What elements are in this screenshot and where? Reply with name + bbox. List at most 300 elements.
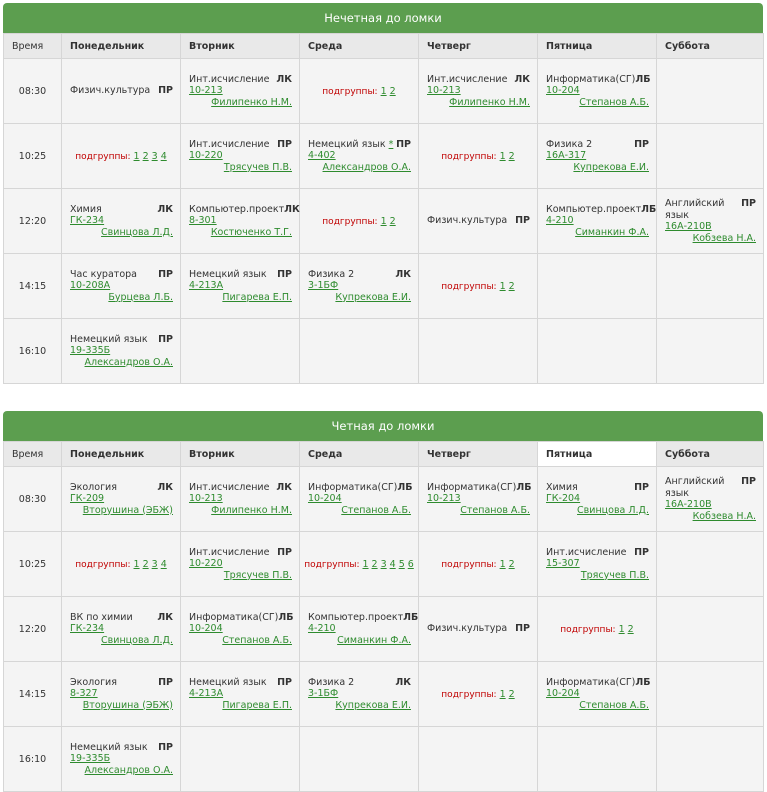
room-link[interactable]: 10-220 (189, 558, 223, 570)
lesson-cell (300, 662, 419, 727)
schedule-row (4, 124, 764, 189)
lesson (181, 74, 299, 109)
time-header: Время (4, 442, 62, 467)
subgroup-link[interactable]: 5 (398, 558, 405, 570)
lesson-type: ПР (277, 268, 292, 280)
subject-text: Химия (546, 481, 578, 493)
subject-name (546, 139, 592, 151)
teacher-link[interactable]: Купрекова Е.И. (573, 161, 649, 173)
lesson (62, 334, 180, 369)
header-row (4, 442, 764, 467)
subject-name (70, 334, 148, 346)
lesson-cell (300, 319, 419, 384)
teacher-link[interactable]: Степанов А.Б. (579, 96, 649, 108)
subject-name (546, 74, 635, 86)
teacher-link[interactable]: Филипенко Н.М. (211, 504, 292, 516)
note-link[interactable]: * (388, 138, 394, 150)
subgroup-link[interactable]: 4 (160, 558, 167, 570)
subject-name (427, 623, 507, 635)
lesson (300, 139, 418, 174)
subgroup-link[interactable]: 2 (371, 558, 378, 570)
subgroup-link[interactable]: 4 (160, 150, 167, 162)
lesson-cell (419, 59, 538, 124)
lesson-type: ПР (396, 138, 411, 150)
room-link[interactable]: 10-204 (189, 623, 223, 635)
subgroup-link[interactable]: 2 (142, 558, 149, 570)
lesson-cell (181, 59, 300, 124)
time-cell: 08:30 (4, 467, 62, 532)
room-link[interactable]: 10-213 (189, 493, 223, 505)
lesson (419, 215, 537, 227)
lesson-cell (62, 662, 181, 727)
lesson-header (189, 482, 292, 494)
subject-text: Физика 2 (308, 268, 355, 280)
subgroups (300, 86, 418, 97)
subgroup-link[interactable]: 1 (499, 688, 506, 700)
lesson-header (427, 482, 530, 494)
subject-text: Немецкий язык (308, 138, 386, 150)
lesson-type: ЛБ (641, 203, 657, 215)
teacher-link[interactable]: Степанов А.Б. (579, 699, 649, 711)
subject-name (70, 742, 148, 754)
lesson-header (308, 677, 411, 689)
subgroup-link[interactable]: 1 (133, 150, 140, 162)
lesson-header (665, 476, 756, 499)
teacher-link[interactable]: Александров О.А. (322, 161, 411, 173)
subgroup-link[interactable]: 1 (499, 150, 506, 162)
subject-text: Экология (70, 481, 117, 493)
teacher-link[interactable]: Трясучев П.В. (223, 569, 292, 581)
room-link[interactable]: 4-210 (546, 215, 574, 227)
subgroup-link[interactable]: 1 (380, 215, 387, 227)
subgroups (419, 281, 537, 292)
lesson-cell (300, 59, 419, 124)
lesson-type: ЛБ (516, 481, 532, 493)
subgroups (419, 151, 537, 162)
day-header: Пятница (538, 34, 657, 59)
room-link[interactable]: 16А-210В (665, 499, 712, 510)
header-row (4, 34, 764, 59)
lesson-type: ПР (515, 623, 530, 635)
lesson-header (189, 269, 292, 281)
lesson (419, 482, 537, 517)
lesson-type: ПР (277, 138, 292, 150)
lesson (419, 623, 537, 635)
subgroup-link[interactable]: 3 (380, 558, 387, 570)
lesson-header (546, 547, 649, 559)
lesson-cell (300, 124, 419, 189)
lesson-cell (181, 597, 300, 662)
lesson-cell (657, 124, 764, 189)
subgroup-link[interactable]: 3 (151, 150, 158, 162)
subject-text: Физич.культура (427, 623, 508, 635)
lesson-header (546, 74, 649, 86)
teacher-link[interactable]: Костюченко Т.Г. (210, 226, 292, 238)
lesson-cell (657, 532, 764, 597)
lesson-cell (538, 189, 657, 254)
subject-text: Немецкий язык (70, 333, 148, 345)
teacher-link[interactable]: Трясучев П.В. (223, 161, 292, 173)
lesson-cell (657, 597, 764, 662)
subject-name (308, 677, 354, 689)
lesson (181, 547, 299, 582)
lesson-type: ПР (158, 676, 173, 688)
subject-text: Информатика(СГ) (427, 481, 517, 493)
room-link[interactable]: 19-335Б (70, 345, 111, 357)
subject-name (308, 139, 393, 151)
lesson-cell (181, 532, 300, 597)
day-header: Суббота (657, 442, 764, 467)
lesson-type: ПР (158, 85, 173, 97)
lesson (300, 482, 418, 517)
odd-week-schedule (3, 3, 763, 384)
even-week-table (3, 441, 764, 792)
room-link[interactable]: 16А-317 (546, 150, 587, 162)
lesson-cell (181, 319, 300, 384)
lesson-type: ЛБ (635, 73, 651, 85)
lesson-cell (657, 319, 764, 384)
subject-text: Инт.исчисление (546, 546, 627, 558)
lesson-cell (538, 124, 657, 189)
lesson-cell (300, 189, 419, 254)
subject-name (427, 482, 516, 494)
lesson-type: ПР (634, 138, 649, 150)
lesson-cell (62, 319, 181, 384)
subgroups (62, 151, 180, 162)
subgroup-link[interactable]: 2 (389, 85, 396, 97)
subject-text: Экология (70, 676, 117, 688)
lesson-cell (657, 189, 764, 254)
teacher-link[interactable]: Кобзева Н.А. (692, 510, 756, 522)
schedule-row (4, 727, 764, 792)
subgroups (300, 559, 418, 570)
lesson-type: ЛБ (635, 676, 651, 688)
subgroups-label: подгруппы: (75, 151, 131, 162)
lesson-header (189, 139, 292, 151)
subgroups (419, 559, 537, 570)
subject-name (189, 547, 269, 559)
subgroup-link[interactable]: 2 (508, 150, 515, 162)
room-link[interactable]: 4-402 (308, 150, 336, 162)
subject-name (189, 482, 269, 494)
lesson-header (665, 198, 756, 221)
lesson (62, 612, 180, 647)
room-link[interactable]: 10-220 (189, 150, 223, 162)
subgroups-label: подгруппы: (75, 559, 131, 570)
lesson-type: ПР (277, 676, 292, 688)
room-link[interactable]: ГК-234 (70, 623, 105, 635)
time-header: Время (4, 34, 62, 59)
lesson-cell (419, 467, 538, 532)
subject-name (70, 482, 117, 494)
schedule-row (4, 597, 764, 662)
lesson-type: ЛБ (397, 481, 413, 493)
teacher-link[interactable]: Купрекова Е.И. (335, 699, 411, 711)
room-link[interactable]: 10-208А (70, 280, 111, 292)
lesson-header (546, 677, 649, 689)
room-link[interactable]: 8-327 (70, 688, 98, 700)
lesson (419, 74, 537, 109)
lesson-header (189, 203, 300, 216)
lesson (62, 742, 180, 777)
subgroup-link[interactable]: 1 (499, 280, 506, 292)
day-header: Четверг (419, 442, 538, 467)
lesson-type: ПР (158, 268, 173, 280)
subject-text: Информатика(СГ) (546, 73, 636, 85)
subgroup-link[interactable]: 6 (407, 558, 414, 570)
lesson-cell (419, 319, 538, 384)
lesson-cell (181, 727, 300, 792)
subject-name (308, 612, 403, 624)
subject-name (189, 677, 267, 689)
subject-name (308, 482, 397, 494)
subject-text: Английский язык (665, 476, 725, 499)
lesson-header (546, 139, 649, 151)
lesson-cell (657, 662, 764, 727)
subject-name (189, 139, 269, 151)
teacher-link[interactable]: Степанов А.Б. (341, 504, 411, 516)
lesson-cell (538, 662, 657, 727)
subject-text: Информатика(СГ) (546, 676, 636, 688)
teacher-link[interactable]: Филипенко Н.М. (449, 96, 530, 108)
subject-name (546, 547, 626, 559)
subgroups (538, 624, 656, 635)
subject-name (189, 269, 267, 281)
subject-text: Немецкий язык (70, 741, 148, 753)
room-link[interactable]: ГК-209 (70, 493, 105, 505)
subgroup-link[interactable]: 2 (508, 280, 515, 292)
lesson-cell (300, 727, 419, 792)
lesson (538, 547, 656, 582)
lesson-cell (538, 59, 657, 124)
lesson-header (546, 482, 649, 494)
lesson-header (308, 482, 411, 494)
lesson-cell (62, 532, 181, 597)
lesson-type: ПР (634, 546, 649, 558)
room-link[interactable]: 4-210 (308, 623, 336, 635)
subject-name (665, 476, 741, 499)
subject-name (546, 482, 578, 494)
teacher-link[interactable]: Свинцова Л.Д. (101, 226, 173, 238)
lesson (538, 677, 656, 712)
subgroups-label: подгруппы: (560, 624, 616, 635)
teacher-link[interactable]: Пигарева Е.П. (222, 291, 292, 303)
room-link[interactable]: 10-213 (189, 85, 223, 97)
lesson-type: ЛК (276, 73, 292, 85)
teacher-link[interactable]: Трясучев П.В. (580, 569, 649, 581)
lesson-cell (419, 727, 538, 792)
teacher-link[interactable]: Вторушина (ЭБЖ) (82, 699, 173, 711)
lesson-header (308, 611, 419, 624)
lesson-cell (300, 597, 419, 662)
room-link[interactable]: 4-213А (189, 688, 224, 700)
schedule-row (4, 467, 764, 532)
lesson-cell (181, 189, 300, 254)
subgroup-link[interactable]: 1 (618, 623, 625, 635)
day-header: Среда (300, 442, 419, 467)
subject-text: Информатика(СГ) (189, 611, 279, 623)
subject-text: Химия (70, 203, 102, 215)
lesson-cell (657, 254, 764, 319)
teacher-link[interactable]: Степанов А.Б. (460, 504, 530, 516)
subject-name (189, 612, 278, 624)
subgroup-link[interactable]: 3 (151, 558, 158, 570)
subgroup-link[interactable]: 2 (389, 215, 396, 227)
room-link[interactable]: 4-213А (189, 280, 224, 292)
day-header: Среда (300, 34, 419, 59)
lesson-type: ПР (741, 476, 756, 487)
subject-text: Инт.исчисление (189, 546, 270, 558)
subgroup-link[interactable]: 1 (133, 558, 140, 570)
subgroups (300, 216, 418, 227)
room-link[interactable]: ГК-204 (546, 493, 581, 505)
odd-week-table (3, 33, 764, 384)
lesson-cell (62, 254, 181, 319)
subject-name (70, 612, 133, 624)
teacher-link[interactable]: Вторушина (ЭБЖ) (82, 504, 173, 516)
subject-text: Час куратора (70, 268, 137, 280)
teacher-link[interactable]: Филипенко Н.М. (211, 96, 292, 108)
day-header: Суббота (657, 34, 764, 59)
lesson-header (189, 74, 292, 86)
lesson (300, 612, 418, 647)
lesson-cell (419, 124, 538, 189)
lesson-cell (538, 467, 657, 532)
subgroups-label: подгруппы: (322, 216, 378, 227)
day-header: Понедельник (62, 442, 181, 467)
subject-text: Компьютер.проект (189, 203, 285, 215)
schedule-row (4, 254, 764, 319)
lesson-cell (419, 532, 538, 597)
room-link[interactable]: 3-1БФ (308, 280, 339, 292)
lesson-type: ПР (277, 546, 292, 558)
lesson-header (427, 623, 530, 635)
subgroup-link[interactable]: 1 (380, 85, 387, 97)
lesson (538, 139, 656, 174)
room-link[interactable]: 8-301 (189, 215, 217, 227)
lesson (181, 204, 299, 239)
subject-name (70, 269, 137, 281)
lesson-cell (62, 124, 181, 189)
lesson-type: ЛК (395, 676, 411, 688)
lesson-header (308, 139, 411, 151)
teacher-link[interactable]: Кобзева Н.А. (692, 232, 756, 244)
lesson-cell (657, 59, 764, 124)
lesson-cell (538, 597, 657, 662)
time-cell: 10:25 (4, 532, 62, 597)
lesson (657, 476, 763, 522)
subject-text: Физика 2 (546, 138, 593, 150)
lesson-type: ПР (158, 333, 173, 345)
subgroups-label: подгруппы: (304, 559, 360, 570)
subject-text: Инт.исчисление (189, 73, 270, 85)
teacher-link[interactable]: Свинцова Л.Д. (101, 634, 173, 646)
subgroup-link[interactable]: 2 (142, 150, 149, 162)
lesson-type: ЛК (395, 268, 411, 280)
subject-text: Информатика(СГ) (308, 481, 398, 493)
lesson-cell (62, 467, 181, 532)
lesson-type: ЛК (157, 203, 173, 215)
lesson-type: ЛК (157, 481, 173, 493)
day-header: Пятница (538, 442, 657, 467)
subgroups (419, 689, 537, 700)
teacher-link[interactable]: Пигарева Е.П. (222, 699, 292, 711)
lesson-type: ЛК (514, 73, 530, 85)
subgroup-link[interactable]: 2 (508, 688, 515, 700)
room-link[interactable]: 10-204 (308, 493, 342, 505)
teacher-link[interactable]: Александров О.А. (84, 356, 173, 368)
time-cell: 16:10 (4, 319, 62, 384)
room-link[interactable]: 16А-210В (665, 221, 712, 232)
subgroup-link[interactable]: 1 (362, 558, 369, 570)
teacher-link[interactable]: Свинцова Л.Д. (577, 504, 649, 516)
lesson (62, 204, 180, 239)
teacher-link[interactable]: Симанкин Ф.А. (337, 634, 411, 646)
teacher-link[interactable]: Купрекова Е.И. (335, 291, 411, 303)
lesson (62, 677, 180, 712)
room-link[interactable]: 3-1БФ (308, 688, 339, 700)
lesson-header (189, 677, 292, 689)
lesson-header (70, 742, 173, 754)
lesson-type: ЛК (157, 611, 173, 623)
lesson-header (427, 215, 530, 227)
time-cell: 12:20 (4, 189, 62, 254)
odd-week-title: Нечетная до ломки (3, 3, 763, 33)
subject-text: Физич.культура (70, 85, 151, 97)
subgroups (62, 559, 180, 570)
teacher-link[interactable]: Бурцева Л.Б. (108, 291, 173, 303)
room-link[interactable]: 10-213 (427, 85, 461, 97)
lesson-header (189, 612, 292, 624)
lesson (181, 269, 299, 304)
room-link[interactable]: 15-307 (546, 558, 580, 570)
lesson (181, 482, 299, 517)
room-link[interactable]: 10-204 (546, 688, 580, 700)
lesson (538, 482, 656, 517)
time-cell: 12:20 (4, 597, 62, 662)
subject-text: Английский язык (665, 198, 725, 221)
subject-text: Немецкий язык (189, 676, 267, 688)
subgroup-link[interactable]: 2 (508, 558, 515, 570)
lesson (300, 677, 418, 712)
subgroup-link[interactable]: 1 (499, 558, 506, 570)
teacher-link[interactable]: Александров О.А. (84, 764, 173, 776)
lesson-header (427, 74, 530, 86)
subgroup-link[interactable]: 2 (627, 623, 634, 635)
room-link[interactable]: ГК-234 (70, 215, 105, 227)
subgroups-label: подгруппы: (441, 689, 497, 700)
teacher-link[interactable]: Симанкин Ф.А. (575, 226, 649, 238)
room-link[interactable]: 10-204 (546, 85, 580, 97)
room-link[interactable]: 10-213 (427, 493, 461, 505)
teacher-link[interactable]: Степанов А.Б. (222, 634, 292, 646)
subject-name (427, 74, 507, 86)
lesson-header (70, 677, 173, 689)
subject-name (70, 677, 117, 689)
lesson-header (70, 334, 173, 346)
lesson-cell (657, 467, 764, 532)
lesson-cell (419, 662, 538, 727)
lesson (181, 677, 299, 712)
subgroup-link[interactable]: 4 (389, 558, 396, 570)
subject-text: Инт.исчисление (189, 138, 270, 150)
subject-name (427, 215, 507, 227)
room-link[interactable]: 19-335Б (70, 753, 111, 765)
day-header: Понедельник (62, 34, 181, 59)
subgroups-label: подгруппы: (441, 151, 497, 162)
lesson-type: ПР (634, 481, 649, 493)
lesson-header (70, 269, 173, 281)
